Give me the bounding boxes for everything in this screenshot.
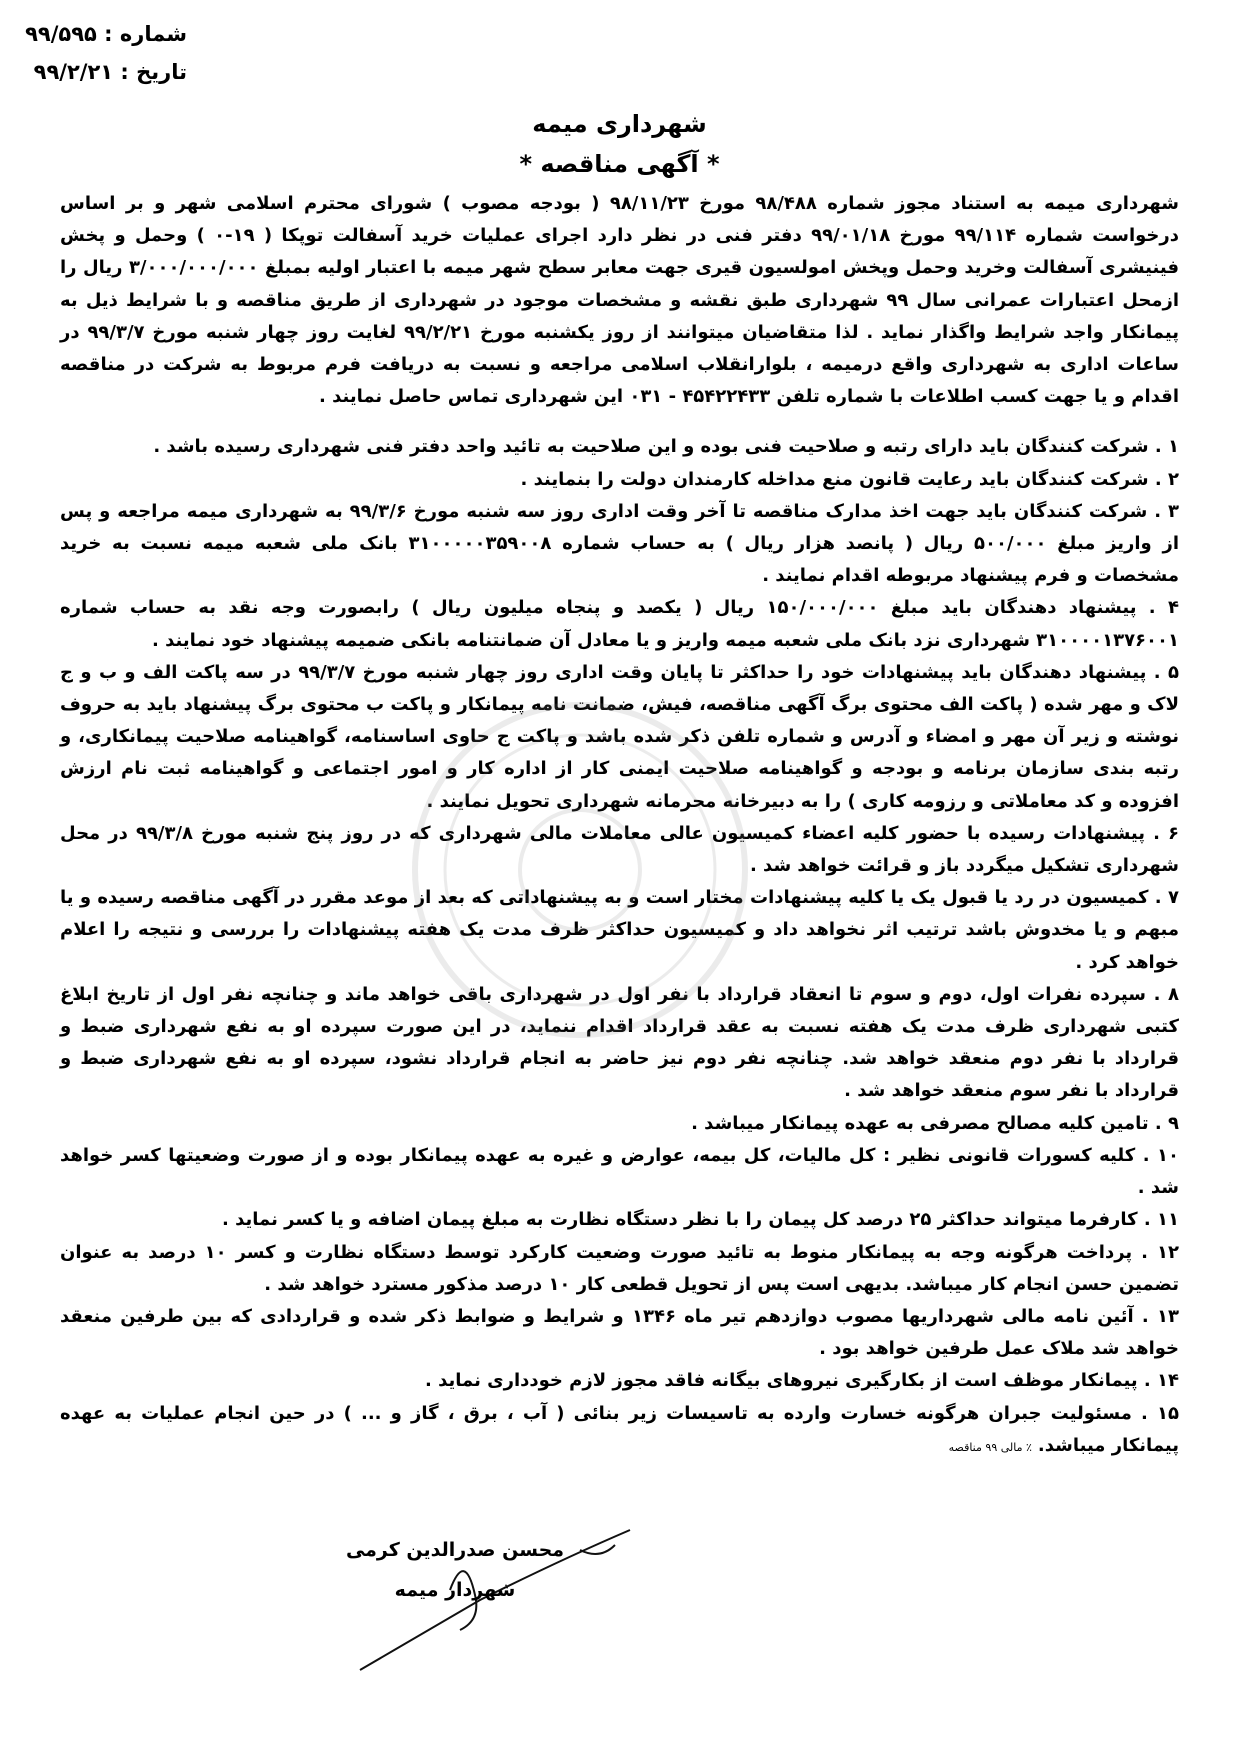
condition-item: ۴ . پیشنهاد دهندگان باید مبلغ ۱۵۰/۰۰۰/۰۰۰ ریال ( یکصد و پنجاه میلیون ریال ) رابصورت وجه نقد به حساب شماره ۳۱۰۰۰۰۱۳۷۶۰۰۱ شهرداری نزد بانک ملی شعبه میمه واریز و یا معادل آن ضمانتنامه بانکی ضمیمه پیشنهاد خود نمایند . <box>60 597 1179 651</box>
footer-code: ٪ مالی ۹۹ مناقصه <box>948 1440 1032 1454</box>
signature-block <box>330 1530 580 1610</box>
document-number: شماره : ۹۹/۵۹۵ <box>25 22 187 46</box>
condition-item: ۲ . شرکت کنندگان باید رعایت قانون منع مداخله کارمندان دولت را بنمایند . <box>520 468 1179 490</box>
condition-item <box>60 1398 1179 1464</box>
condition-item: ۸ . سپرده نفرات اول، دوم و سوم تا انعقاد قرارداد با نفر اول در شهرداری باقی خواهد ماند و چنانچه نفر اول از تاریخ ابلاغ کتبی شهرداری ظرف مدت یک هفته نسبت به عقد قرارداد اقدام ننماید، در این صورت سپرده او به نفع شهرداری ضبط و قرارداد با نفر دوم منعقد خواهد شد. چنانچه نفر دوم نیز حاضر به انجام قرارداد نشود، سپرده او به نفع شهرداری ضبط و قرارداد با نفر سوم منعقد خواهد شد . <box>60 983 1179 1102</box>
condition-item: ۳ . شرکت کنندگان باید جهت اخذ مدارک مناقصه تا آخر وقت اداری روز سه شنبه مورخ ۹۹/۳/۶ به شهرداری میمه مراجعه و پس از واریز مبلغ ۵۰۰/۰۰۰ ریال ( پانصد هزار ریال ) به حساب شماره ۳۱۰۰۰۰۰۳۵۹۰۰۸ بانک ملی شعبه میمه نسبت به خرید مشخصات و فرم پیشنهاد مربوطه اقدام نمایند . <box>60 500 1179 587</box>
condition-item: ۵ . پیشنهاد دهندگان باید پیشنهادات خود را حداکثر تا پایان وقت اداری روز چهار شنبه مورخ ۹۹/۳/۷ در سه پاکت الف و ب و ج لاک و مهر شده ( پاکت الف محتوی برگ آگهی مناقصه، فیش، ضمانت نامه پیمانکار و پاکت ب محتوی برگ پیشنهاد باید به حروف نوشته و زیر آن مهر و امضاء و آدرس و شماره تلفن ذکر شده باشد و پاکت ج حاوی اساسنامه، گواهینامه صلاحیت پیمانکاری، و رتبه بندی سازمان برنامه و بودجه و گواهینامه صلاحیت ایمنی کار از اداره کار و امور اجتماعی و گواهینامه ثبت نام ارزش افزوده و کد معاملاتی و رزومه کاری ) را به دبیرخانه محرمانه شهرداری تحویل نمایند . <box>60 661 1179 812</box>
condition-item: ۹ . تامین کلیه مصالح مصرفی به عهده پیمانکار میباشد . <box>691 1112 1179 1134</box>
watermark-seal-icon <box>400 690 760 1050</box>
signatory-name: محسن صدرالدین کرمی <box>345 1539 565 1561</box>
condition-item: ۱۳ . آئین نامه مالی شهرداریها مصوب دوازدهم تیر ماه ۱۳۴۶ و شرایط و ضوابط ذکر شده و قراردادی که بین طرفین منعقد خواهد شد ملاک عمل طرفین خواهد بود . <box>60 1305 1179 1360</box>
condition-item: ۱ . شرکت کنندگان باید دارای رتبه و صلاحیت فنی بوده و این صلاحیت به تائید واحد دفتر فنی شهرداری رسیده باشد . <box>153 436 1179 458</box>
signatory-role: شهردار میمه <box>394 1579 516 1601</box>
condition-item: ۱۴ . پیمانکار موظف است از بکارگیری نیروهای بیگانه فاقد مجوز لازم خودداری نماید . <box>425 1370 1179 1392</box>
announcement-title: * آگهی مناقصه * <box>519 150 720 178</box>
condition-item: ۱۱ . کارفرما میتواند حداکثر ۲۵ درصد کل پیمان را با نظر دستگاه نظارت به مبلغ پیمان اضافه و یا کسر نماید . <box>222 1209 1179 1231</box>
condition-item-text: ۱۵ . مسئولیت جبران هرگونه خسارت وارده به تاسیسات زیر بنائی ( آب ، برق ، گاز و ... ) در حین انجام عملیات به عهده پیمانکار میباشد. <box>60 1402 1179 1456</box>
condition-item: ۱۰ . کلیه کسورات قانونی نظیر : کل مالیات، کل بیمه، عوارض و غیره به عهده پیمانکار بوده و از صورت وضعیتها کسر خواهد شد . <box>60 1144 1179 1199</box>
condition-item: ۷ . کمیسیون در رد یا قبول یک یا کلیه پیشنهادات مختار است و به پیشنهاداتی که بعد از موعد مقرر در آگهی مناقصه رسیده و یا مبهم و یا مخدوش باشد ترتیب اثر نخواهد داد و کمیسیون حداکثر ظرف مدت یک هفته پیشنهادات را بررسی و نتیجه را اعلام خواهد کرد . <box>60 887 1179 973</box>
intro-paragraph: شهرداری میمه به استناد مجوز شماره ۹۸/۴۸۸ مورخ ۹۸/۱۱/۲۳ ( بودجه مصوب ) شورای محترم اسلامی شهر و بر اساس درخواست شماره ۹۹/۱۱۴ مورخ ۹۹/۰۱/۱۸ دفتر فنی در نظر دارد اجرای عملیات خرید آسفالت توپکا ( ۱۹-۰ ) وحمل و پخش فینیشری آسفالت وخرید وحمل وپخش امولسیون قیری جهت معابر سطح شهر میمه با اعتبار اولیه بمبلغ ۳/۰۰۰/۰۰۰/۰۰۰ ریال را ازمحل اعتبارات عمرانی سال ۹۹ شهرداری طبق نقشه و مشخصات موجود در شهرداری از طریق مناقصه و با شرایط ذیل به پیمانکار واجد شرایط واگذار نماید . لذا متقاضیان میتوانند از روز یکشنبه مورخ ۹۹/۲/۲۱ لغایت روز چهار شنبه مورخ ۹۹/۳/۷ در ساعات اداری به شهرداری واقع درمیمه ، بلوارانقلاب اسلامی مراجعه و نسبت به دریافت فرم مربوط به شرکت در مناقصه اقدام و یا جهت کسب اطلاعات با شماره تلفن ۴۵۴۲۲۴۳۳ - ۰۳۱ این شهرداری تماس حاصل نمایند . <box>60 193 1179 408</box>
organization-title: شهرداری میمه <box>532 110 707 138</box>
condition-item: ۶ . پیشنهادات رسیده با حضور کلیه اعضاء کمیسیون عالی معاملات مالی شهرداری که در روز پنج شنبه مورخ ۹۹/۳/۸ در محل شهرداری تشکیل میگردد باز و قرائت خواهد شد . <box>60 822 1179 877</box>
document-date: تاریخ : ۹۹/۲/۲۱ <box>33 60 187 84</box>
condition-item: ۱۲ . پرداخت هرگونه وجه به پیمانکار منوط به تائید صورت وضعیت کارکرد توسط دستگاه نظارت و کسر ۱۰ درصد به عنوان تضمین حسن انجام کار میباشد. بدیهی است پس از تحویل قطعی کار ۱۰ درصد مذکور مسترد خواهد شد . <box>60 1241 1180 1295</box>
